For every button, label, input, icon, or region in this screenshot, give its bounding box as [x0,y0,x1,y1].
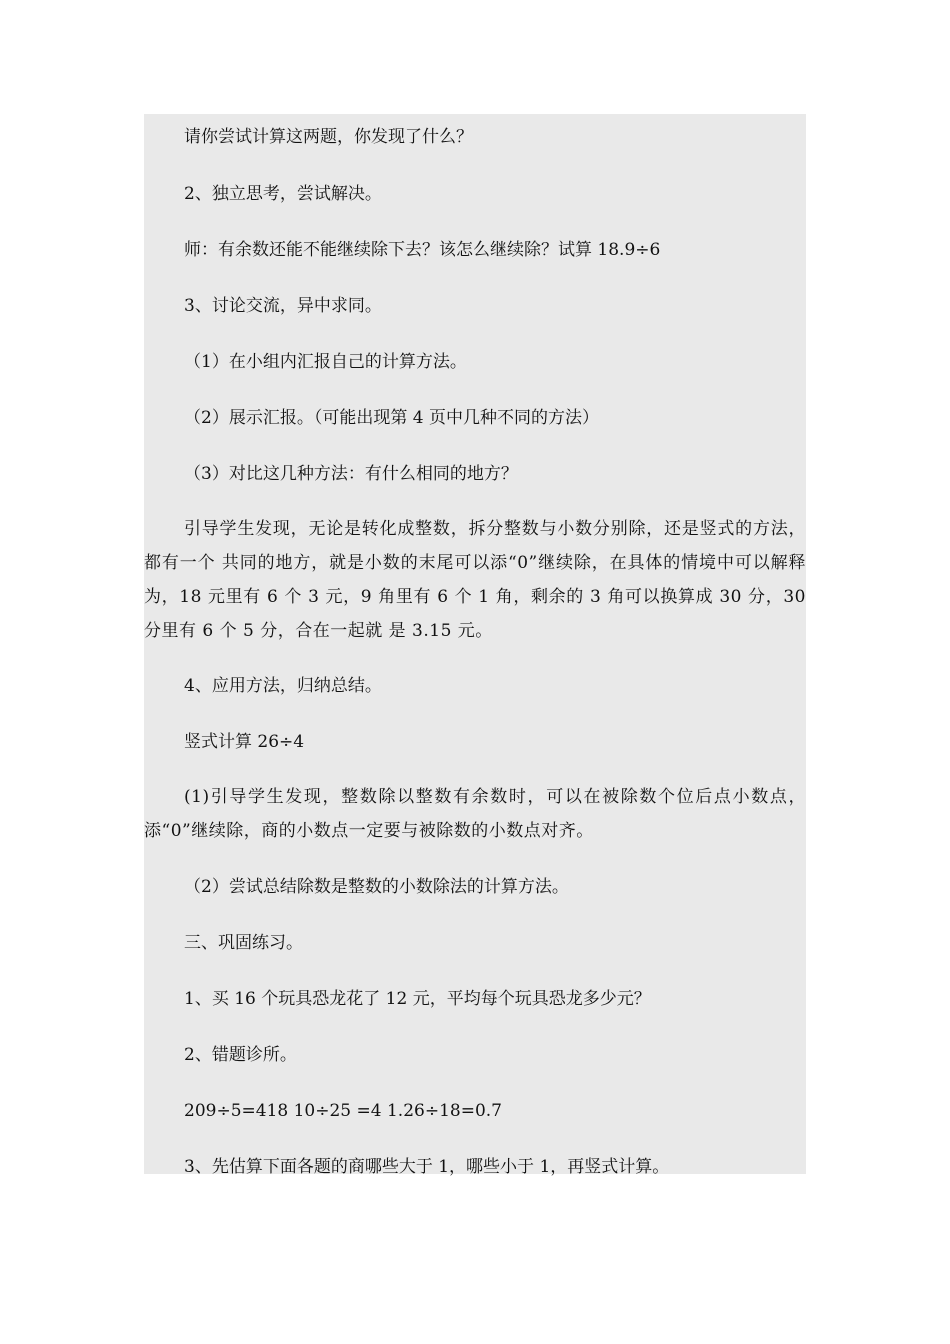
paragraph-vertical-calc: 竖式计算 26÷4 [184,732,305,752]
paragraph-summary: （2）尝试总结除数是整数的小数除法的计算方法。 [184,877,569,897]
paragraph-step-2: 2、独立思考，尝试解决。 [184,184,382,204]
paragraph-step-3: 3、讨论交流，异中求同。 [184,296,382,316]
section-heading-practice: 三、巩固练习。 [184,933,303,953]
paragraph-step-4: 4、应用方法，归纳总结。 [184,676,382,696]
paragraph-question: 请你尝试计算这两题，你发现了什么？ [184,127,473,147]
paragraph-rule: (1)引导学生发现，整数除以整数有余数时，可以在被除数个位后点小数点，添“0”继续除，商的小数点一定要与被除数的小数点对齐。 [144,787,806,841]
paragraph-sub-3: （3）对比这几种方法：有什么相同的地方？ [184,464,518,484]
paragraph-error-problems: 209÷5=418 10÷25 =4 1.26÷18=0.7 [184,1101,502,1121]
document-page [144,114,806,1177]
paragraph-exercise-2: 2、错题诊所。 [184,1045,297,1065]
paragraph-teacher-question: 师：有余数还能不能继续除下去？该怎么继续除？试算 18.9÷6 [184,240,661,260]
paragraph-exercise-1: 1、买 16 个玩具恐龙花了 12 元，平均每个玩具恐龙多少元？ [184,989,651,1009]
paragraph-guidance: 引导学生发现，无论是转化成整数，拆分整数与小数分别除，还是竖式的方法，都有一个 共同的地方，就是小数的末尾可以添“0”继续除，在具体的情境中可以解释为，18 元里有 6 个 3 元，9 角里有 6 个 1 角，剩余的 3 角可以换算成 30 分，30 分里有 6 个 5 分，合在一起就 是 3.15 元。 [144,519,806,641]
paragraph-sub-1: （1）在小组内汇报自己的计算方法。 [184,352,467,372]
paragraph-exercise-3: 3、先估算下面各题的商哪些大于 1，哪些小于 1，再竖式计算。 [184,1157,670,1177]
paragraph-sub-2: （2）展示汇报。（可能出现第 4 页中几种不同的方法） [184,408,599,428]
